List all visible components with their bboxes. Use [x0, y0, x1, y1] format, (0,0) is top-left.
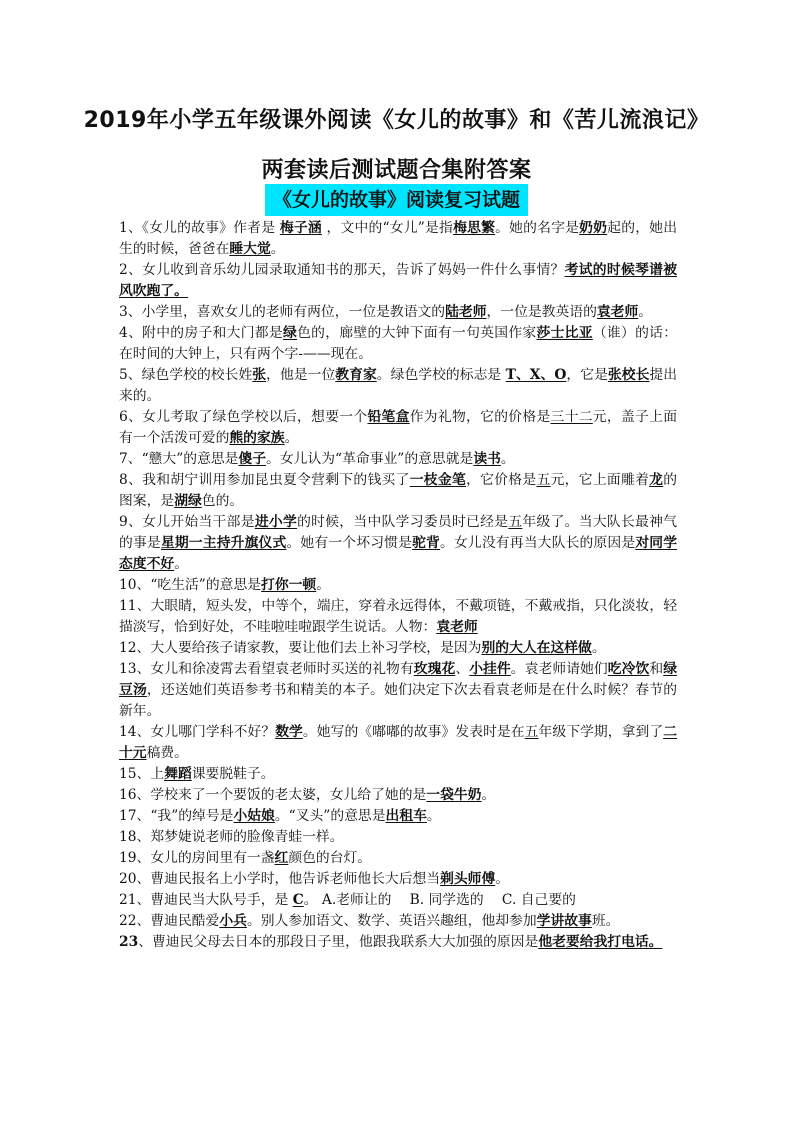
- question-item: [119, 659, 677, 722]
- question-text: 稿费。: [146, 745, 188, 761]
- question-text: 。 A.老师让的 B. 同学选的 C. 自己要的: [303, 892, 576, 908]
- question-item: [119, 911, 677, 932]
- question-text: 班。: [591, 913, 620, 929]
- question-text: 9、女儿开始当干部是: [119, 514, 255, 530]
- question-item: [119, 764, 677, 785]
- answer-text: 小兵: [219, 913, 247, 929]
- answer-text: 剃头师傅: [440, 871, 496, 887]
- question-text: ，他是一位: [266, 367, 336, 383]
- question-text: ，它价格是: [466, 472, 537, 488]
- question-item: [119, 323, 677, 365]
- answer-text: 奶奶: [579, 220, 608, 236]
- answer-text: 莎士比亚: [536, 325, 593, 341]
- answer-text: 一枝金笔: [409, 472, 467, 488]
- question-text: 年级了。当大队长最神气的事是: [119, 514, 678, 551]
- question-text: 15、上: [119, 766, 165, 782]
- question-item: [119, 302, 677, 323]
- answer-text: 五: [524, 724, 539, 740]
- question-text: 4、附中的房子和大门都是: [119, 325, 283, 341]
- answer-text: 驼背: [412, 535, 440, 551]
- question-text: 。: [174, 556, 188, 572]
- answer-text: 绿: [282, 325, 298, 341]
- question-text: 。女儿没有再当大队长的原因是: [439, 535, 636, 551]
- question-text: 。她的名字是: [495, 220, 580, 236]
- question-text: 、: [455, 661, 470, 677]
- question-text: 。别人参加语文、数学、英语兴趣组，他却参加: [246, 913, 537, 929]
- answer-text: 傻子: [238, 451, 267, 467]
- question-text: 14、女儿哪门学科不好？: [119, 724, 276, 740]
- question-text: 。: [638, 304, 653, 320]
- question-item: [119, 512, 677, 575]
- question-item: [119, 575, 677, 596]
- question-text: 18、郑梦婕说老师的脸像青蛙一样。: [119, 829, 344, 845]
- question-text: 19、女儿的房间里有一盏: [119, 850, 275, 866]
- question-text: 。“叉头”的意思是: [274, 808, 386, 824]
- answer-text: 小挂件: [469, 661, 511, 677]
- answer-text: 小姑娘: [233, 808, 275, 824]
- answer-text: 学讲故事: [536, 913, 592, 929]
- section-subtitle: 《女儿的故事》阅读复习试题: [265, 184, 528, 216]
- question-text: 3、小学里，喜欢女儿的老师有两位，一位是教语文的: [119, 304, 446, 320]
- question-text: 。她有一个坏习惯是: [286, 535, 413, 551]
- answer-text: 红: [274, 850, 289, 866]
- answer-text: 考试的时候琴谱被风吹跑了。: [119, 262, 677, 299]
- answer-text: 熊的家族: [229, 430, 285, 446]
- question-item: [119, 470, 677, 512]
- answer-text: 出租车: [385, 808, 427, 824]
- question-item: [119, 638, 677, 659]
- question-text: 。袁老师请她们: [510, 661, 608, 677]
- question-text: 13、女儿和徐凌霄去看望袁老师时买送的礼物有: [119, 661, 414, 677]
- question-item: [119, 848, 677, 869]
- question-text: 色的。: [201, 493, 244, 509]
- question-item: [119, 869, 677, 890]
- question-text: 23: [119, 934, 139, 950]
- question-text: 17、“我”的绰号是: [119, 808, 234, 824]
- question-text: 1、《女儿的故事》作者是: [119, 220, 280, 236]
- question-text: 。: [284, 430, 299, 446]
- answer-text: 三十二: [550, 409, 593, 425]
- question-text: 6、女儿考取了绿色学校以后，想要一个: [119, 409, 368, 425]
- question-text: 7、“戆大”的意思是: [119, 451, 239, 467]
- question-text: 。: [481, 787, 496, 803]
- answer-text: 陆老师: [445, 304, 487, 320]
- question-text: 5、绿色学校的校长姓: [119, 367, 253, 383]
- answer-text: 袁老师: [596, 304, 639, 320]
- answer-text: 打你一顿: [261, 577, 317, 593]
- question-text: 。她写的《嘟嘟的故事》发表时是在: [302, 724, 525, 740]
- answer-text: 舞蹈: [164, 766, 192, 782]
- question-text: 。: [316, 577, 331, 593]
- question-text: 提出来的。: [119, 367, 678, 404]
- answer-text: 他老要给我打电话。: [538, 934, 663, 950]
- answer-text: 五: [508, 514, 523, 530]
- question-text: 11、大眼睛，短头发，中等个，端庄，穿着永远得体，不戴项链，不戴戒指，只化淡妆，轻描淡写，恰到好处，不哇啦哇啦跟学生说话。人物：: [119, 598, 677, 635]
- answer-text: 铅笔盒: [367, 409, 410, 425]
- question-text: 的图案，是: [119, 472, 678, 509]
- answer-text: 张: [252, 367, 267, 383]
- question-item: [119, 218, 677, 260]
- question-text: 。: [270, 241, 285, 257]
- question-text: 元，盖子上面有一个活泼可爱的: [119, 409, 678, 446]
- answer-text: 星期一主持升旗仪式: [160, 535, 287, 551]
- answer-text: 一袋牛奶: [426, 787, 482, 803]
- answer-text: 袁老师: [436, 619, 478, 635]
- question-text: 。: [426, 808, 441, 824]
- answer-text: 梅思繁: [453, 220, 496, 236]
- question-item: [119, 806, 677, 827]
- question-list: [119, 218, 677, 953]
- question-text: 16、学校来了一个要饭的老太婆，女儿给了她的是: [119, 787, 427, 803]
- question-text: 21、曹迪民当大队号手，是: [119, 892, 293, 908]
- question-text: 。女儿认为“革命事业”的意思就是: [266, 451, 474, 467]
- question-item: [119, 890, 677, 911]
- question-item: [119, 827, 677, 848]
- question-item: [119, 932, 677, 953]
- question-item: [119, 596, 677, 638]
- answer-text: C: [292, 892, 304, 908]
- document-title: 2019年小学五年级课外阅读《女儿的故事》和《苦儿流浪记》两套读后测试题合集附答案: [83, 108, 710, 183]
- question-text: 颜色的台灯。: [288, 850, 372, 866]
- answer-text: 梅子涵: [279, 220, 322, 236]
- question-text: 12、大人要给孩子请家教，要让他们去上补习学校，是因为: [119, 640, 482, 656]
- question-text: 2、女儿收到音乐幼儿园录取通知书的那天，告诉了妈妈一件什么事情？: [119, 262, 565, 278]
- answer-text: 二十元: [119, 724, 678, 761]
- question-text: ，还送她们英语参考书和精美的本子。她们决定下次去看袁老师是在什么时候？春节的新年。: [119, 682, 678, 719]
- question-text: ，它是: [566, 367, 608, 383]
- question-text: 。: [591, 640, 606, 656]
- answer-text: 睡大觉: [229, 241, 271, 257]
- question-text: 和: [649, 661, 664, 677]
- answer-text: 别的大人在这样做: [481, 640, 592, 656]
- answer-text: 五: [536, 472, 551, 488]
- answer-text: 教育家: [335, 367, 377, 383]
- answer-text: 进小学: [254, 514, 298, 530]
- question-text: 元，它上面雕着: [550, 472, 650, 488]
- subtitle-container: [0, 184, 793, 216]
- question-text: 的时候，当中队学习委员时已经是: [297, 514, 509, 530]
- question-item: [119, 407, 677, 449]
- question-text: 作为礼物，它的价格是: [409, 409, 551, 425]
- question-item: [119, 449, 677, 470]
- question-text: 、曹迪民父母去日本的那段日子里，他跟我联系大大加强的原因是: [138, 934, 539, 950]
- answer-text: 吃冷饮: [607, 661, 650, 677]
- answer-text: 张校长: [607, 367, 650, 383]
- answer-text: 数学: [275, 724, 303, 740]
- question-text: 年级下学期，拿到了: [538, 724, 664, 740]
- question-text: ，文中的“女儿”是指: [321, 220, 454, 236]
- question-text: ，一位是教英语的: [486, 304, 597, 320]
- question-text: 10、“吃生活”的意思是: [119, 577, 262, 593]
- answer-text: 绿豆汤: [119, 661, 678, 698]
- answer-text: 龙: [649, 472, 664, 488]
- question-item: [119, 365, 677, 407]
- question-text: 起的，她出生的时候，爸爸在: [119, 220, 678, 257]
- answer-text: 对同学态度不好: [119, 535, 678, 572]
- question-text: 。: [495, 871, 510, 887]
- question-text: 色的，廊壁的大钟下面有一句英国作家: [297, 325, 537, 341]
- question-text: （谁）的话：在时间的大钟上，只有两个字-——现在。: [119, 325, 678, 362]
- answer-text: T、X、O: [505, 367, 567, 383]
- question-text: 。绿色学校的标志是: [376, 367, 506, 383]
- answer-text: 湖绿: [174, 493, 202, 509]
- question-item: [119, 722, 677, 764]
- question-item: [119, 260, 677, 302]
- question-text: 20、曹迪民报名上小学时，他告诉老师他长大后想当: [119, 871, 441, 887]
- answer-text: 玫瑰花: [413, 661, 456, 677]
- question-text: 。: [500, 451, 515, 467]
- question-text: 课要脱鞋子。: [191, 766, 275, 782]
- question-item: [119, 785, 677, 806]
- question-text: 8、我和胡宁训用参加昆虫夏令营剩下的钱买了: [119, 472, 410, 488]
- question-text: 22、曹迪民酷爱: [119, 913, 220, 929]
- answer-text: 读书: [473, 451, 501, 467]
